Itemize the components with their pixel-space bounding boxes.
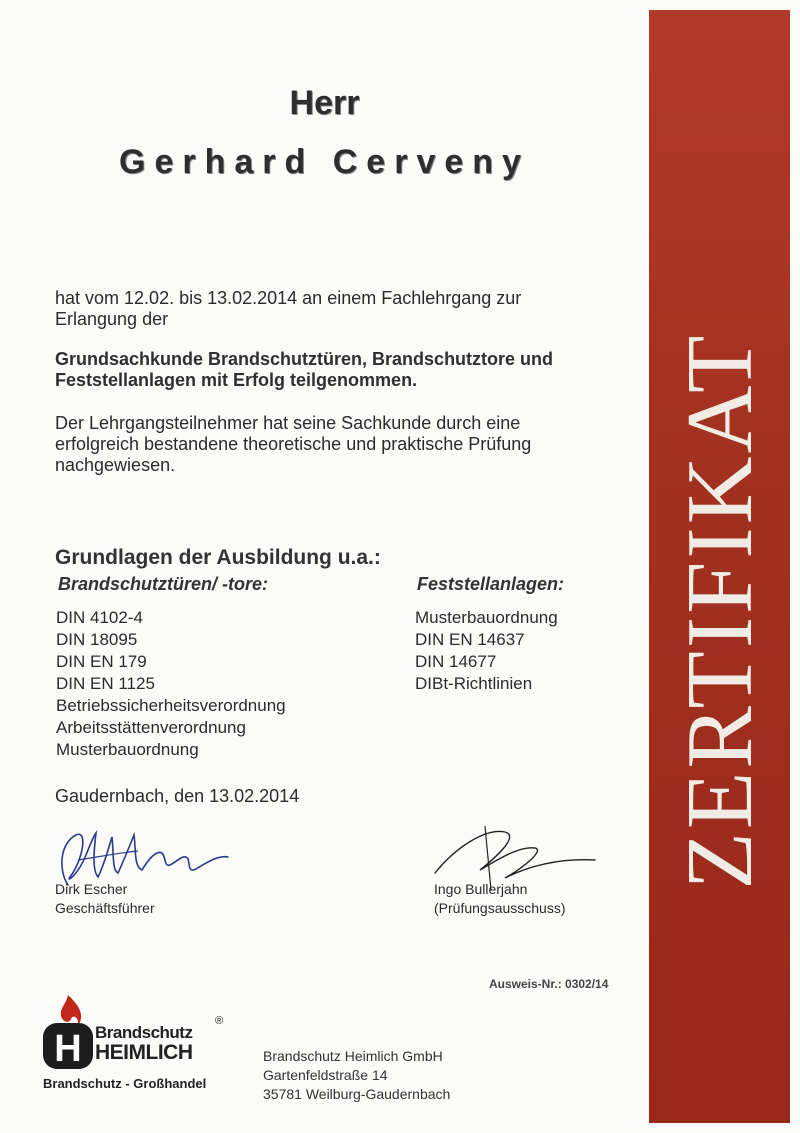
list-item: DIN EN 179 <box>56 652 147 671</box>
logo-subtitle: Brandschutz - Großhandel <box>43 1076 207 1091</box>
list-item: Musterbauordnung <box>415 608 558 627</box>
list-item: DIN EN 1125 <box>56 674 155 693</box>
logo-name: HEIMLICH <box>95 1041 193 1064</box>
signatory-role: (Prüfungsausschuss) <box>434 900 566 916</box>
basis-heading: Grundlagen der Ausbildung u.a.: <box>55 546 381 569</box>
signatory-name: Ingo Bullerjahn <box>434 881 528 897</box>
address-line: Brandschutz Heimlich GmbH <box>263 1048 443 1064</box>
list-item: DIBt-Richtlinien <box>415 674 533 693</box>
list-item: Arbeitsstättenverordnung <box>56 718 246 737</box>
address-line: 35781 Weilburg-Gaudernbach <box>263 1086 451 1102</box>
intro-line: hat vom 12.02. bis 13.02.2014 an einem Fachlehrgang zur <box>55 288 522 308</box>
course-line: Grundsachkunde Brandschutztüren, Brandschutztore und <box>55 349 554 369</box>
salutation: Herr <box>289 84 360 122</box>
list-item: Betriebssicherheitsverordnung <box>56 696 286 715</box>
logo-brand: Brandschutz <box>95 1023 193 1042</box>
logo-mark: H <box>54 1028 82 1070</box>
list-item: DIN 4102-4 <box>56 608 143 627</box>
address-line: Gartenfeldstraße 14 <box>263 1067 388 1083</box>
id-number: Ausweis-Nr.: 0302/14 <box>489 977 609 991</box>
recipient-name: Gerhard Cerveny <box>119 143 530 181</box>
proof-text <box>55 413 615 476</box>
list-item: DIN 14677 <box>415 652 497 671</box>
course-text <box>55 349 615 391</box>
company-address <box>263 1047 450 1104</box>
col1-heading: Brandschutztüren/ -tore: <box>58 574 269 594</box>
proof-line: Der Lehrgangsteilnehmer hat seine Sachkunde durch eine <box>55 413 521 433</box>
company-logo <box>37 993 237 1093</box>
list-item: Musterbauordnung <box>56 740 199 759</box>
logo-registered: ® <box>215 1015 224 1027</box>
side-band <box>649 10 790 1123</box>
col2-list <box>415 607 558 695</box>
intro-text <box>55 288 615 330</box>
course-line: Feststellanlagen mit Erfolg teilgenommen. <box>55 370 418 390</box>
signatory-left <box>55 880 155 918</box>
proof-line: nachgewiesen. <box>55 455 176 475</box>
col1-list <box>56 607 286 761</box>
col2-heading: Feststellanlagen: <box>417 574 565 594</box>
proof-line: erfolgreich bestandene theoretische und praktische Prüfung <box>55 434 532 454</box>
certificate-title: ZERTIFIKAT <box>667 332 772 890</box>
signatory-role: Geschäftsführer <box>55 900 155 916</box>
place-date: Gaudernbach, den 13.02.2014 <box>55 786 300 806</box>
list-item: DIN EN 14637 <box>415 630 525 649</box>
signatory-right <box>434 880 566 918</box>
intro-line: Erlangung der <box>55 309 169 329</box>
flame-h-icon <box>41 993 95 1073</box>
signatory-name: Dirk Escher <box>55 881 128 897</box>
list-item: DIN 18095 <box>56 630 138 649</box>
